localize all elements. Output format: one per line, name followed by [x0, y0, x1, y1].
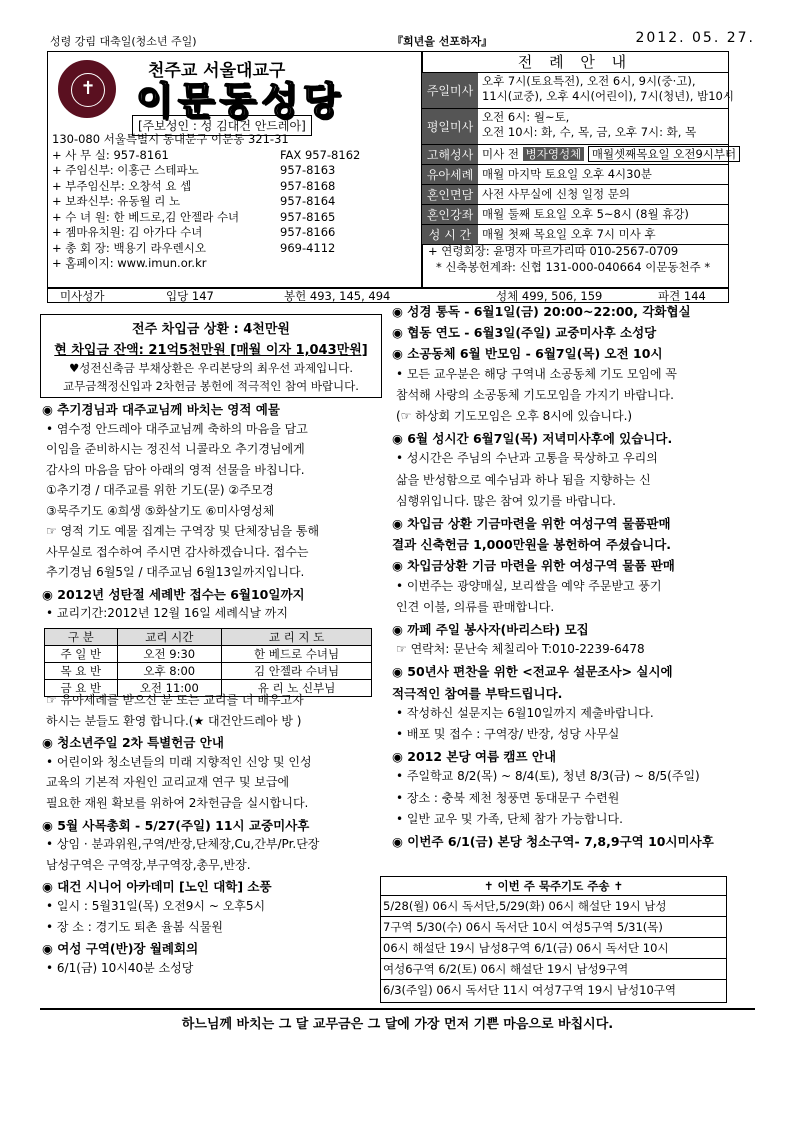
section-line: ①추기경 / 대주교를 위한 기도(문) ②주모경: [46, 483, 274, 497]
footer-message: 하느님께 바치는 그 달 교무금은 그 달에 가장 먼저 기쁜 마음으로 바칩시다.: [40, 1008, 755, 1032]
contact-phone: 969-4112: [280, 240, 336, 255]
rosary-line: 6/3(주일) 06시 독서단 11시 여성7구역 19시 남성10구역: [381, 979, 726, 1000]
section-line: • 작성하신 설문지는 6월10일까지 제출바랍니다.: [396, 705, 654, 720]
parish-header: [47, 51, 423, 289]
table-cell: 유 리 노 신부님: [222, 680, 372, 697]
section-heading: 적극적인 참여를 부탁드립니다.: [392, 685, 563, 701]
section-heading: ◉ 청소년주일 2차 특별헌금 안내: [42, 735, 224, 751]
section-line: 추기경님 6월5일 / 대주교님 6월13일까지입니다.: [46, 565, 305, 579]
contact-phone: 957-8163: [280, 163, 336, 177]
contact-label: + 수 녀 원: 한 베드로,김 안젤라 수녀: [52, 209, 240, 224]
schedule-text: [482, 207, 689, 222]
schedule-line: 오전 6시: 월~토,: [482, 110, 570, 124]
contact-row: [52, 256, 412, 272]
rosary-line: 06시 해설단 19시 남성8구역 6/1(금) 06시 독서단 10시: [381, 937, 726, 958]
schedule-label: 평일미사: [422, 109, 478, 144]
schedule-text: [482, 187, 630, 202]
section-heading: ◉ 이번주 6/1(금) 본당 청소구역- 7,8,9구역 10시미사후: [392, 834, 714, 849]
parish-name: 이문동성당: [136, 79, 345, 123]
section-line: 이임을 준비하시는 정진석 니콜라오 추기경님에게: [46, 442, 305, 456]
contact-phone: FAX 957-8162: [280, 147, 361, 162]
parish-logo: [58, 60, 116, 118]
stat-offertory: 봉헌 493, 145, 494: [284, 289, 391, 303]
section-line: • 어린이와 청소년들의 미래 지향적인 신앙 및 인성: [46, 754, 312, 769]
contact-row: [52, 148, 412, 164]
schedule-text: [482, 167, 652, 182]
contact-row: [52, 179, 412, 195]
table-header: 교리 시간: [117, 629, 222, 646]
schedule-row: [422, 185, 728, 205]
section-line: • 상임 · 분과위원,구역/반장,단체장,Cu,간부/Pr.단장: [46, 837, 320, 852]
table-row: [45, 663, 372, 680]
debt-notice: [40, 314, 382, 398]
schedule-label: 혼인강좌: [422, 205, 478, 224]
contact-list: [52, 132, 412, 272]
contact-label: + 주임신부: 이홍근 스테파노: [52, 163, 199, 177]
schedule-text: [482, 227, 656, 242]
liturgy-schedule: [421, 51, 737, 289]
schedule-title: 전 례 안 내: [422, 52, 728, 73]
liturgical-day: 성령 강림 대축일(청소년 주일): [50, 35, 197, 48]
schedule-row: [422, 165, 728, 185]
sick-communion-time: 매월셋째목요일 오전9시부터: [588, 146, 740, 162]
schedule-line: 매월 마지막 토요일 오후 4시30분: [482, 167, 652, 181]
section-heading: ◉ 5월 사목총회 - 5/27(주일) 11시 교중미사후: [42, 817, 310, 833]
schedule-row: [422, 109, 728, 145]
schedule-row: [422, 73, 734, 109]
table-cell: 김 안젤라 수녀님: [222, 663, 372, 680]
section-heading: ◉ 소공동체 6월 반모임 - 6월7일(목) 오전 10시: [392, 346, 663, 362]
section-line: 참석해 사랑의 소공동체 기도모임을 가지기 바랍니다.: [396, 387, 674, 402]
schedule-label: 고해성사: [422, 145, 478, 164]
contact-phone: 957-8168: [280, 178, 336, 193]
contact-label: + 보좌신부: 유동월 리 노: [52, 194, 181, 208]
contact-row: [52, 132, 412, 148]
contact-phone: 957-8164: [280, 194, 336, 208]
section-heading: ◉ 협동 연도 - 6월3일(주일) 교중미사후 소성당: [392, 325, 657, 341]
table-header: 교 리 지 도: [222, 629, 372, 646]
table-cell: 오후 8:00: [117, 663, 222, 680]
stat-communion: 성체 499, 506, 159: [496, 289, 603, 303]
section-line: • 이번주는 광양매실, 보리쌀을 예약 주문받고 풍기: [396, 578, 662, 593]
section-heading: ◉ 대건 시니어 아카데미 [노인 대학] 소풍: [42, 879, 272, 895]
schedule-line: 오후 7시(토요특전), 오전 6시, 9시(중·고),: [482, 74, 696, 88]
section-line: 사무실로 접수하여 주시면 감사하겠습니다. 접수는: [46, 544, 309, 559]
section-line: • 6/1(금) 10시40분 소성당: [46, 960, 194, 975]
section-line: • 장소 : 충북 제천 청풍면 동대문구 수련원: [396, 790, 620, 805]
section-heading: ◉ 여성 구역(반)장 월례회의: [42, 941, 199, 957]
schedule-line: 미사 전: [482, 147, 519, 161]
table-cell: 오전 9:30: [117, 646, 222, 663]
section-line: 감사의 마음을 담아 아래의 영적 선물을 바칩니다.: [46, 462, 305, 477]
stat-mass: 미사성가: [60, 289, 105, 303]
schedule-line: 매월 둘째 토요일 오후 5~8시 (8월 휴강): [482, 207, 689, 221]
schedule-footer: [422, 243, 728, 275]
section-heading: ◉ 6월 성시간 6월7일(목) 저녁미사후에 있습니다.: [392, 431, 673, 447]
notice-line: ♥성전신축금 부채상환은 우리본당의 최우선 과제입니다.: [68, 361, 354, 375]
section-line: 하시는 분들도 환영 합니다.(★ 대건안드레아 방 ): [46, 713, 302, 728]
table-header-row: [45, 629, 372, 646]
section-line: 심행위입니다. 많은 참여 있기를 바랍니다.: [396, 493, 616, 508]
section-heading: ◉ 차입금 상환 기금마련을 위한 여성구역 물품판매: [392, 516, 671, 531]
section-heading: ◉ 50년사 편찬을 위한 <전교우 설문조사> 실시에: [392, 664, 673, 680]
schedule-line: 매월 첫째 목요일 오후 7시 미사 후: [482, 227, 656, 241]
schedule-line: 사전 사무실에 신청 일정 문의: [482, 187, 630, 201]
table-cell: 금 요 반: [45, 680, 118, 697]
rosary-line: 5/28(월) 06시 독서단,5/29(화) 06시 해설단 19시 남성: [381, 895, 726, 916]
patron-saint: [주보성인 : 성 김대건 안드레아]: [132, 115, 312, 136]
table-cell: 주 일 반: [45, 646, 118, 663]
contact-row: [52, 210, 412, 226]
contact-row: [52, 163, 412, 179]
contact-label: + 부주임신부: 오창석 요 셉: [52, 178, 192, 193]
section-line: (☞ 하상회 기도모임은 오후 8시에 있습니다.): [396, 409, 633, 423]
schedule-text: [482, 74, 734, 104]
section-heading: ◉ 성경 통독 - 6월1일(금) 20:00~22:00, 각화협실: [392, 304, 691, 319]
schedule-text: [482, 110, 696, 140]
rosary-line: 여성6구역 6/2(토) 06시 해설단 19시 남성9구역: [381, 958, 726, 979]
schedule-row: [422, 145, 737, 165]
notice-amount: 현 차입금 잔액: 21억5천만원 [매월 이자 1,043만원]: [54, 343, 368, 358]
notice-title: 전주 차입금 상환 : 4천만원: [132, 322, 290, 337]
hymn-numbers: [47, 287, 729, 303]
table-header: 구 분: [45, 629, 118, 646]
schedule-line: 오전 10시: 화, 수, 목, 금, 오후 7시: 화, 목: [482, 125, 697, 139]
stat-recession: 파견 144: [658, 289, 706, 303]
rosary-schedule: [380, 876, 727, 1003]
contact-label: + 홈페이지: www.imun.or.kr: [52, 256, 207, 270]
section-line: 인견 이불, 의류를 판매합니다.: [396, 599, 555, 614]
section-line: 남성구역은 구역장,부구역장,총무,반장.: [46, 857, 251, 872]
contact-row: [52, 241, 412, 257]
section-line: • 배포 및 접수 : 구역장/ 반장, 성당 사무실: [396, 727, 620, 741]
section-line: • 주일학교 8/2(목) ~ 8/4(토), 청년 8/3(금) ~ 8/5(주일): [396, 769, 700, 784]
contact-label: + 젬마유치원: 김 아가다 수녀: [52, 225, 203, 239]
section-heading: 결과 신축헌금 1,000만원을 봉헌하여 주셨습니다.: [392, 537, 672, 553]
diocese-name: 천주교 서울대교구: [148, 61, 286, 81]
section-heading: ◉ 차입금상환 기금 마련을 위한 여성구역 물품 판매: [392, 558, 675, 574]
section-line: 필요한 재원 확보를 위하여 2차헌금을 실시합니다.: [46, 796, 309, 810]
schedule-line: 11시(교중), 오후 4시(어린이), 7시(청년), 밤10시: [482, 89, 734, 103]
donation-account: * 신축봉헌계좌: 신협 131-000-040664 이문동천주 *: [436, 260, 711, 274]
notice-line: 교무금책정신입과 2차헌금 봉헌에 적극적인 참여 바랍니다.: [63, 379, 359, 393]
rosary-line: 7구역 5/30(수) 06시 독서단 10시 여성5구역 5/31(목): [381, 916, 726, 937]
table-cell: 한 베드로 수녀님: [222, 646, 372, 663]
section-heading: ◉ 2012년 성탄절 세례반 접수는 6월10일까지: [42, 586, 305, 602]
schedule-text: [482, 147, 740, 162]
section-line: 교육의 기본적 자원인 교리교재 연구 및 보급에: [46, 775, 290, 790]
cross-icon: ✝: [71, 73, 105, 107]
table-cell: 목 요 반: [45, 663, 118, 680]
section-line: • 장 소 : 경기도 퇴촌 율봄 식물원: [46, 919, 223, 934]
sick-communion-tag: 병자영성체: [523, 147, 585, 161]
section-heading: ◉ 2012 본당 여름 캠프 안내: [392, 749, 557, 765]
catechism-table: [44, 628, 372, 697]
top-bar: [40, 30, 755, 50]
funeral-contact: + 연령회장: 윤명자 마르가리따 010-2567-0709: [428, 244, 679, 258]
contact-label: + 총 회 장: 백용기 라우렌시오: [52, 240, 206, 255]
contact-label: + 사 무 실: 957-8161: [52, 147, 169, 162]
section-line: • 염수정 안드레아 대주교님께 축하의 마음을 담고: [46, 421, 308, 436]
schedule-row: [422, 205, 728, 225]
schedule-label: 주일미사: [422, 73, 478, 108]
section-line: • 일시 : 5월31일(목) 오전9시 ~ 오후5시: [46, 899, 266, 913]
section-line: ③묵주기도 ④희생 ⑤화살기도 ⑥미사영성체: [46, 503, 275, 518]
table-row: [45, 646, 372, 663]
schedule-label: 유아세례: [422, 165, 478, 184]
section-line: • 교리기간:2012년 12월 16일 세례식날 까지: [46, 606, 288, 620]
table-cell: 오전 11:00: [117, 680, 222, 697]
schedule-row: [422, 225, 728, 245]
section-line: • 일반 교우 및 가족, 단체 참가 가능합니다.: [396, 811, 623, 826]
contact-phone: 957-8165: [280, 209, 336, 224]
section-heading: ◉ 추기경님과 대주교님께 바치는 영적 예물: [42, 402, 280, 417]
stat-entrance: 입당 147: [166, 289, 214, 303]
section-line: ☞ 연락처: 문난숙 체칠리아 T:010-2239-6478: [396, 642, 645, 657]
section-line: ☞ 영적 기도 예물 집계는 구역장 및 단체장님을 통해: [46, 524, 320, 538]
section-line: • 성시간은 주님의 수난과 고통을 묵상하고 우리의: [396, 451, 658, 466]
section-heading: ◉ 까페 주일 봉사자(바리스타) 모집: [392, 622, 589, 637]
schedule-label: 성 시 간: [422, 225, 478, 244]
schedule-label: 혼인면담: [422, 185, 478, 204]
contact-row: [52, 194, 412, 210]
section-line: ☞ 유아세례를 받으신 분 또는 교리를 더 배우고자: [46, 693, 304, 707]
contact-phone: 957-8166: [280, 225, 336, 239]
issue-date: 2012. 05. 27.: [635, 30, 755, 46]
contact-label: 130-080 서울특별시 동대문구 이문동 321-31: [52, 132, 289, 146]
motto: 『희년을 선포하자』: [392, 35, 493, 48]
contact-row: [52, 225, 412, 241]
section-line: 삶을 반성함으로 예수님과 하나 됨을 지향하는 신: [396, 472, 651, 487]
rosary-title: ✝ 이번 주 묵주기도 주송 ✝: [483, 879, 624, 893]
section-line: • 모든 교우분은 해당 구역내 소공동체 기도 모임에 꼭: [396, 366, 678, 381]
